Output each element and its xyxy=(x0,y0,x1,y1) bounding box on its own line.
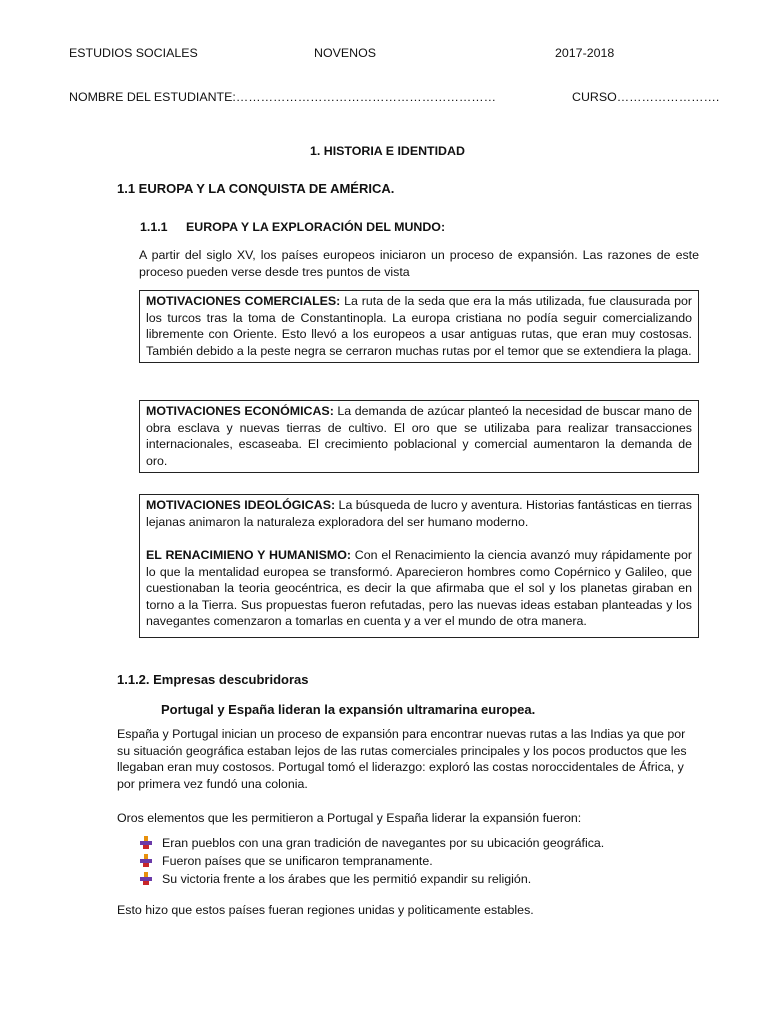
colored-block-bullet-icon xyxy=(140,872,152,885)
colored-block-bullet-icon xyxy=(140,854,152,867)
elements-paragraph: Oros elementos que les permitieron a Portugal y España liderar la expansión fueron: xyxy=(117,811,582,825)
renaissance-text: Con el Renacimiento la ciencia avanzó muy rápidamente por lo que la mentalidad europea se transformó. Aparecieron hombres como Copérnico y Galileo, que cuestionaban la teoria geocéntrica, es decir la que afirmaba que el sol y los planetas giraban en torno a la Tierra. Sus propuestas fueron refutadas, pero las nuevas ideas estaban planteadas y los navegantes comenzaron a tomarlas en cuenta y a ver el mundo de otra manera. xyxy=(146,548,693,628)
ideological-text: La búsqueda de lucro y aventura. Historias fantásticas en tierras lejanas animaron la naturaleza exploradora del ser humano moderno. xyxy=(146,498,692,529)
commercial-text: La ruta de la seda que era la más utilizada, fue clausurada por los turcos tras la toma de Constantinopla. La europa cristiana no podía seguir comercializando libremente con Oriente. Esto llevó a los europeos a usar antiguas rutas, que eran muy costosas. También debido a la peste negra se cerraron muchas rutas por el temor que se extendiera la plaga. xyxy=(146,294,692,358)
commercial-heading: MOTIVACIONES COMERCIALES: xyxy=(146,294,341,308)
economic-motivations-box xyxy=(139,400,699,473)
list-item xyxy=(139,853,699,871)
conclusion-paragraph: Esto hizo que estos países fueran regiones unidas y politicamente estables. xyxy=(117,903,534,917)
section-title: 1. HISTORIA E IDENTIDAD xyxy=(310,144,465,158)
bullet-text: Eran pueblos con una gran tradición de navegantes por su ubicación geográfica. xyxy=(162,836,605,850)
bullet-list xyxy=(139,835,699,889)
subsubsection-title: EUROPA Y LA EXPLORACIÓN DEL MUNDO: xyxy=(186,220,446,234)
year-label: 2017-2018 xyxy=(555,46,615,60)
section-112-title: 1.1.2. Empresas descubridoras xyxy=(117,672,309,687)
student-name-field: NOMBRE DEL ESTUDIANTE:……………………………………………………… xyxy=(69,90,497,104)
economic-text: La demanda de azúcar planteó la necesidad de buscar mano de obra esclava y nuevas tierras de cultivo. El oro que se utilizaba para realizar transacciones internacionales, escaseaba. El crecimiento poblacional y comercial aumentaron la demanda de oro. xyxy=(146,404,692,468)
subsection-title: 1.1 EUROPA Y LA CONQUISTA DE AMÉRICA. xyxy=(117,181,395,196)
list-item xyxy=(139,871,699,889)
ideological-heading: MOTIVACIONES IDEOLÓGICAS: xyxy=(146,498,336,512)
bullet-text: Fueron países que se unificaron tempranamente. xyxy=(162,854,433,868)
economic-heading: MOTIVACIONES ECONÓMICAS: xyxy=(146,404,334,418)
course-field: CURSO……………………. xyxy=(572,90,720,104)
ideological-motivations-box xyxy=(139,494,699,638)
subject-label: ESTUDIOS SOCIALES xyxy=(69,46,198,60)
expansion-paragraph: España y Portugal inician un proceso de expansión para encontrar nuevas rutas a las Indias ya que por su situación geográfica estaban lejos de las rutas comerciales principales y los pocos productos que les llegaban eran muy costosos. Portugal tomó el liderazgo: exploró las costas noroccidentales de África, y por primera vez fundó una colonia. xyxy=(117,727,687,791)
grade-label: NOVENOS xyxy=(314,46,376,60)
colored-block-bullet-icon xyxy=(140,836,152,849)
bullet-text: Su victoria frente a los árabes que les permitió expandir su religión. xyxy=(162,872,532,886)
lead-heading: Portugal y España lideran la expansión ultramarina europea. xyxy=(161,702,536,717)
renaissance-heading: EL RENACIMIENO Y HUMANISMO: xyxy=(146,548,351,562)
subsubsection-number: 1.1.1 xyxy=(140,220,168,234)
list-item xyxy=(139,835,699,853)
commercial-motivations-box xyxy=(139,290,699,363)
intro-paragraph: A partir del siglo XV, los países europeos iniciaron un proceso de expansión. Las razones de este proceso pueden verse desde tres puntos de vista xyxy=(139,248,699,279)
